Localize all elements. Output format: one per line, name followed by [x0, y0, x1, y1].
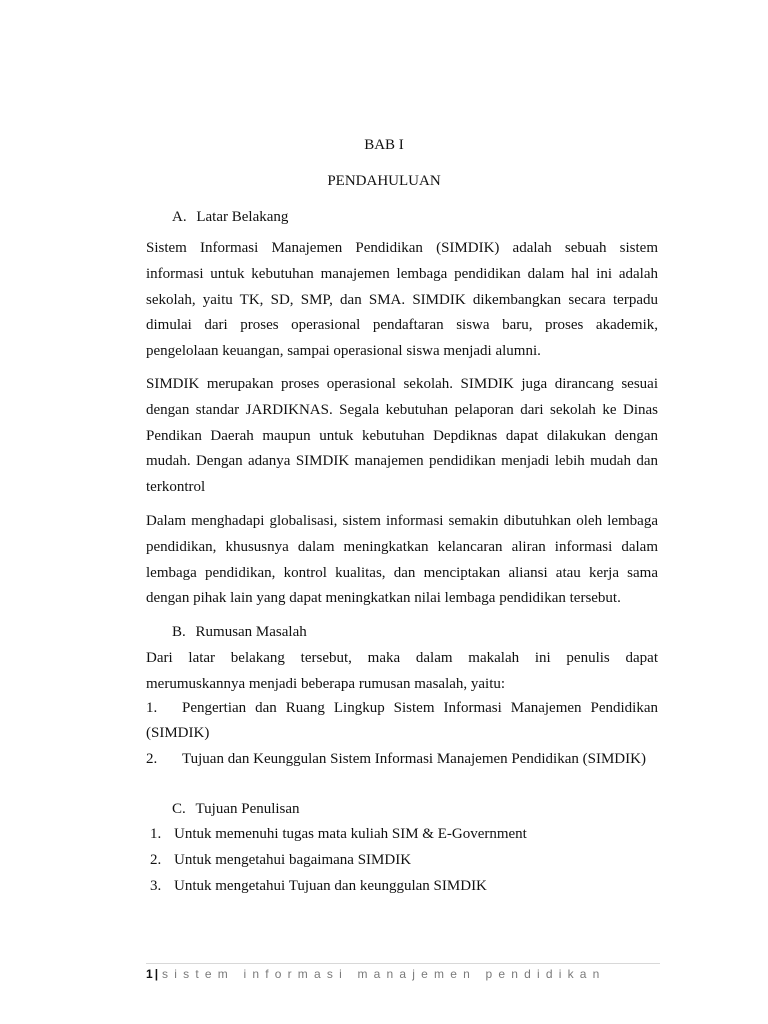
paragraph-line: lembaga pendidikan, kontrol kualitas, dan menciptakan aliansi atau kerja sama — [146, 564, 658, 581]
section-a-title: Latar Belakang — [196, 209, 289, 225]
section-b-intro — [146, 646, 658, 698]
footer-separator: | — [154, 967, 159, 981]
paragraph-line: pengelolaan keuangan, sampai operasional siswa menjadi alumni. — [146, 343, 541, 360]
paragraph-line: dimulai dari proses operasional pendaftaran siswa baru, proses akademik, — [146, 317, 658, 334]
goal-item-number: 2. — [150, 852, 162, 868]
section-b-marker: B. — [172, 624, 186, 640]
problem-item-1 — [146, 699, 658, 717]
problem-item-text: Pengertian dan Ruang Lingkup Sistem Informasi Manajemen Pendidikan — [182, 700, 658, 716]
footer-divider — [146, 963, 660, 964]
paragraph-line: dengan pihak lain yang dapat meningkatkan nilai lembaga pendidikan tersebut. — [146, 590, 621, 607]
paragraph-line: Dari latar belakang tersebut, maka dalam makalah ini penulis dapat — [146, 650, 658, 666]
paragraph-line: dengan standar JARDIKNAS. Segala kebutuhan pelaporan dari sekolah ke Dinas — [146, 401, 658, 418]
problem-item-1-continuation: (SIMDIK) — [146, 725, 210, 741]
goal-item-2 — [150, 851, 662, 869]
chapter-title: PENDAHULUAN — [327, 173, 441, 189]
paragraph-line: sekolah, yaitu TK, SD, SMP, dan SMA. SIMDIK dikembangkan secara terpadu — [146, 291, 658, 308]
section-c-heading — [172, 800, 300, 818]
page-footer — [146, 966, 606, 982]
paragraph-line: terkontrol — [146, 479, 206, 496]
section-c-marker: C. — [172, 801, 186, 817]
chapter-number: BAB I — [364, 137, 404, 153]
paragraph-line: Pendikan Daerah maupun untuk kebutuhan Depdiknas dapat dilakukan dengan — [146, 427, 658, 444]
paragraph-line: merumuskannya menjadi beberapa rumusan masalah, yaitu: — [146, 675, 506, 692]
paragraph-line: informasi untuk kebutuhan manajemen lembaga pendidikan dalam hal ini adalah — [146, 265, 658, 282]
section-b-heading — [172, 623, 307, 641]
running-title: sistem informasi manajemen pendidikan — [162, 967, 606, 981]
paragraph-line: pendidikan, khususnya dalam meningkatkan kelancaran aliran informasi dalam — [146, 538, 658, 555]
goal-item-3 — [150, 877, 662, 895]
problem-item-text: Tujuan dan Keunggulan Sistem Informasi Manajemen Pendidikan (SIMDIK) — [182, 751, 646, 767]
section-a-heading — [172, 208, 288, 226]
section-c-title: Tujuan Penulisan — [195, 801, 300, 817]
problem-item-number: 1. — [146, 700, 158, 716]
section-b-title: Rumusan Masalah — [195, 624, 307, 640]
goal-item-1 — [150, 825, 662, 843]
page-number: 1 — [146, 967, 153, 981]
paragraph-line: SIMDIK merupakan proses operasional sekolah. SIMDIK juga dirancang sesuai — [146, 376, 658, 392]
goal-item-text: Untuk memenuhi tugas mata kuliah SIM & E-Government — [174, 826, 527, 842]
goal-item-number: 3. — [150, 878, 162, 894]
problem-item-2 — [146, 750, 658, 768]
paragraph-2 — [146, 372, 658, 501]
paragraph-3 — [146, 509, 658, 612]
goal-item-text: Untuk mengetahui Tujuan dan keunggulan SIMDIK — [174, 878, 487, 894]
problem-item-number: 2. — [146, 751, 158, 767]
paragraph-line: mudah. Dengan adanya SIMDIK manajemen pendidikan menjadi lebih mudah dan — [146, 453, 658, 470]
paragraph-line: Sistem Informasi Manajemen Pendidikan (SIMDIK) adalah sebuah sistem — [146, 240, 658, 256]
goal-item-number: 1. — [150, 826, 162, 842]
paragraph-1 — [146, 236, 658, 365]
paragraph-line: Dalam menghadapi globalisasi, sistem informasi semakin dibutuhkan oleh lembaga — [146, 513, 658, 529]
goal-item-text: Untuk mengetahui bagaimana SIMDIK — [174, 852, 412, 868]
section-a-marker: A. — [172, 209, 187, 225]
